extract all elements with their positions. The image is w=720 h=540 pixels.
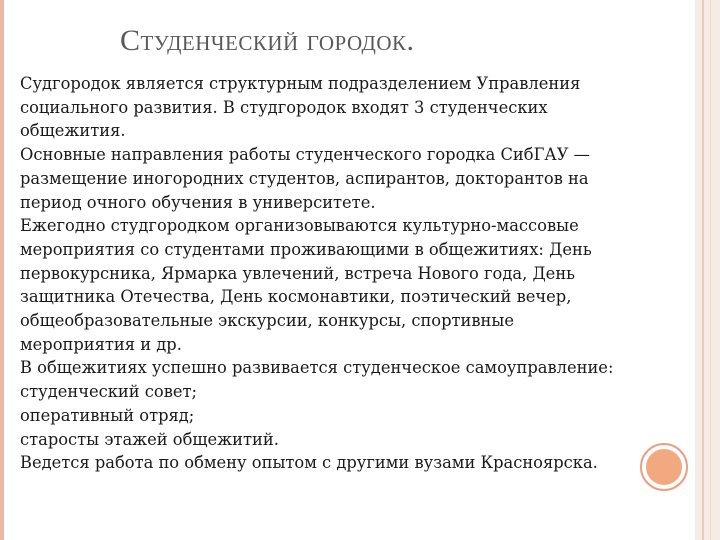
paragraph-events: Ежегодно студгородком организовываются культурно-массовые мероприятия со студентами проживающими в общежитиях: День первокурсника, Ярмарка увлечений, встреча Нового года, День защитника Отечества, День космонавтики, поэтический вечер, общеобразовательные экскурсии, конкурсы, спортивные мероприятия и др. — [20, 216, 592, 354]
list-item-floor-heads: старосты этажей общежитий. — [20, 429, 279, 449]
slide-title: Студенческий городок. — [120, 24, 415, 57]
paragraph-self-government: В общежитиях успешно развивается студенческое самоуправление: — [20, 358, 614, 378]
list-item-operative-squad: оперативный отряд; — [20, 405, 195, 425]
right-frame-line-inner — [710, 0, 711, 540]
slide-body — [20, 72, 690, 475]
paragraph-main-directions: Основные направления работы студенческого городка СибГАУ — размещение иногородних студентов, аспирантов, докторантов на период очного обучения в университете. — [20, 145, 590, 212]
right-frame-line — [702, 0, 704, 540]
list-item-student-council: студенческий совет; — [20, 382, 198, 402]
right-frame-border — [695, 0, 720, 540]
paragraph-intro: Судгородок является структурным подразделением Управления социального развития. В студгородок входят 3 студенческих общежития. — [20, 74, 581, 141]
paragraph-exchange: Ведется работа по обмену опытом с другими вузами Красноярска. — [20, 453, 598, 473]
left-frame-border — [0, 0, 4, 540]
decorative-circle-fill — [646, 449, 682, 485]
